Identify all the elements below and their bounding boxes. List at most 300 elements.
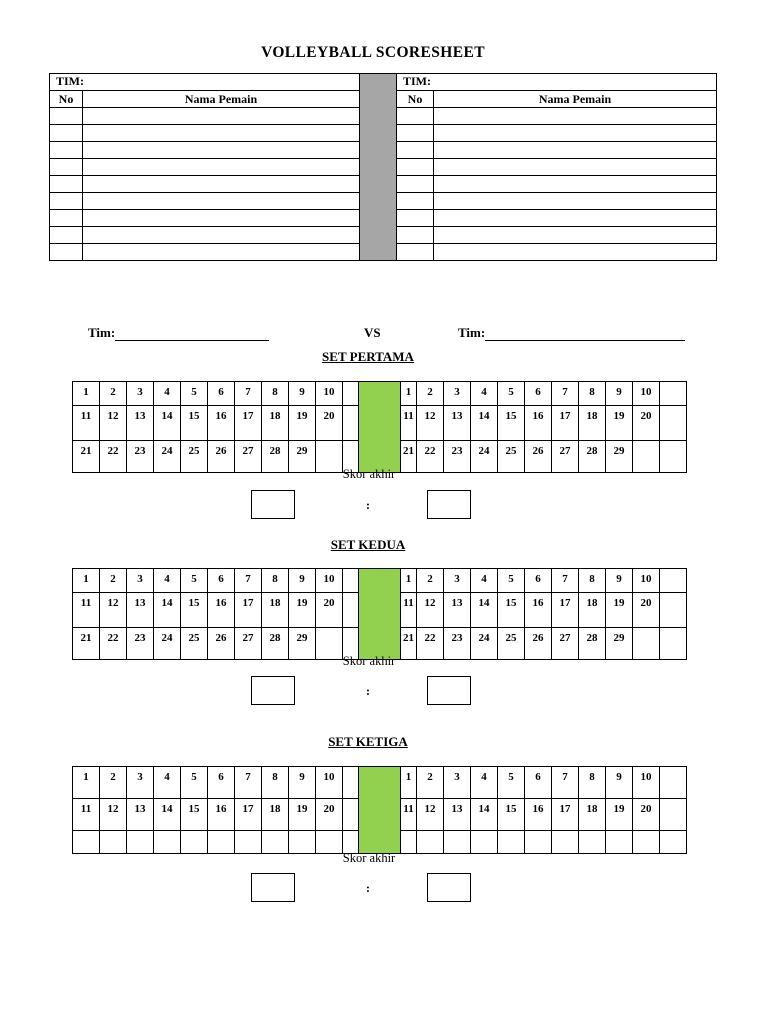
point-number: 8 (272, 573, 278, 585)
point-number: 27 (559, 632, 571, 644)
point-cell-left[interactable] (262, 569, 289, 593)
point-number: 6 (218, 771, 224, 783)
point-number: 10 (640, 386, 652, 398)
point-cell-left[interactable] (235, 382, 262, 406)
point-number: 1 (83, 386, 89, 398)
player-name-cell[interactable] (434, 244, 717, 261)
point-cell-right[interactable] (633, 382, 660, 406)
point-number: 9 (616, 771, 622, 783)
point-cell-right[interactable] (525, 406, 552, 441)
point-number: 11 (80, 597, 92, 609)
point-cell-left[interactable] (73, 406, 100, 441)
point-number: 18 (586, 597, 598, 609)
point-cell-left[interactable] (100, 767, 127, 799)
point-cell-left[interactable] (154, 767, 181, 799)
point-number: 17 (242, 803, 254, 815)
point-number: 3 (137, 573, 143, 585)
point-cell-right[interactable] (525, 593, 552, 628)
point-cell-left[interactable] (343, 406, 359, 441)
point-cell-right[interactable] (606, 767, 633, 799)
team-right-name-field[interactable] (397, 74, 717, 91)
point-number: 10 (640, 573, 652, 585)
point-number: 20 (640, 803, 652, 815)
set-score-table (72, 568, 714, 660)
point-number: 16 (215, 597, 227, 609)
point-cell-right[interactable] (579, 569, 606, 593)
roster-team-row (50, 74, 717, 91)
team-right-label: Tim: (458, 325, 486, 340)
point-cell-right[interactable] (417, 569, 444, 593)
point-number: 7 (562, 573, 568, 585)
point-cell-left[interactable] (73, 767, 100, 799)
final-score-right-box[interactable] (427, 676, 471, 705)
set-title: SET KETIGA (328, 734, 408, 749)
point-number: 7 (562, 771, 568, 783)
point-cell-left[interactable] (262, 406, 289, 441)
player-number-cell[interactable] (50, 142, 83, 159)
point-cell-left[interactable] (154, 382, 181, 406)
player-number-cell[interactable] (50, 108, 83, 125)
point-number: 6 (218, 573, 224, 585)
point-number: 2 (110, 771, 116, 783)
point-cell-left[interactable] (127, 767, 154, 799)
point-number: 9 (616, 573, 622, 585)
point-cell-left[interactable] (154, 406, 181, 441)
point-cell-left[interactable] (289, 569, 316, 593)
point-cell-right[interactable] (606, 569, 633, 593)
point-cell-right[interactable] (660, 593, 687, 628)
point-cell-right[interactable] (471, 406, 498, 441)
point-number: 8 (272, 386, 278, 398)
player-number-cell[interactable] (50, 210, 83, 227)
player-number-cell[interactable] (397, 244, 434, 261)
point-number: 9 (299, 771, 305, 783)
score-row (73, 382, 714, 406)
point-number: 12 (424, 803, 436, 815)
point-cell-right[interactable] (444, 382, 471, 406)
player-number-cell[interactable] (397, 142, 434, 159)
point-number: 17 (559, 597, 571, 609)
player-number-cell[interactable] (397, 108, 434, 125)
point-cell-right[interactable] (498, 799, 525, 831)
point-cell-left[interactable] (316, 593, 343, 628)
point-number: 7 (245, 386, 251, 398)
point-cell-left[interactable] (100, 406, 127, 441)
point-cell-right[interactable] (633, 569, 660, 593)
point-cell-right[interactable] (417, 799, 444, 831)
point-number: 3 (454, 386, 460, 398)
point-cell-right[interactable] (660, 767, 687, 799)
point-cell-right[interactable] (417, 382, 444, 406)
player-number-cell[interactable] (50, 193, 83, 210)
point-number: 27 (242, 632, 254, 644)
point-cell-left[interactable] (289, 767, 316, 799)
point-cell-left[interactable] (235, 569, 262, 593)
point-number: 3 (454, 573, 460, 585)
point-cell-left[interactable] (127, 799, 154, 831)
point-number: 2 (110, 573, 116, 585)
player-name-cell[interactable] (83, 125, 360, 142)
point-number: 20 (323, 597, 335, 609)
point-number: 5 (191, 771, 197, 783)
point-cell-left[interactable] (289, 593, 316, 628)
point-number: 4 (164, 771, 170, 783)
point-number: 19 (296, 410, 308, 422)
point-cell-left[interactable] (73, 382, 100, 406)
point-number: 13 (134, 410, 146, 422)
point-number: 3 (454, 771, 460, 783)
point-cell-left[interactable] (262, 799, 289, 831)
point-number: 22 (424, 445, 436, 457)
point-cell-left[interactable] (100, 382, 127, 406)
point-number: 22 (107, 632, 119, 644)
final-score-right-box[interactable] (427, 490, 471, 519)
point-number: 17 (242, 410, 254, 422)
point-cell-right[interactable] (471, 382, 498, 406)
point-number: 21 (403, 632, 414, 644)
point-cell-left[interactable] (235, 406, 262, 441)
player-number-cell[interactable] (50, 125, 83, 142)
point-number: 16 (532, 597, 544, 609)
point-cell-left[interactable] (262, 382, 289, 406)
col-no-right: No (397, 91, 434, 108)
point-number: 12 (107, 410, 119, 422)
player-name-cell[interactable] (83, 210, 360, 227)
point-cell-left[interactable] (208, 406, 235, 441)
point-cell-right[interactable] (579, 799, 606, 831)
point-cell-right[interactable] (552, 593, 579, 628)
point-number: 25 (188, 445, 200, 457)
player-name-cell[interactable] (434, 210, 717, 227)
player-number-cell[interactable] (50, 176, 83, 193)
point-number: 1 (405, 573, 412, 585)
point-cell-left[interactable] (127, 382, 154, 406)
player-name-cell[interactable] (83, 244, 360, 261)
point-number: 17 (559, 410, 571, 422)
point-cell-right[interactable] (498, 382, 525, 406)
point-cell-right[interactable] (660, 382, 687, 406)
set-score-table (72, 381, 714, 473)
point-cell-right[interactable] (552, 406, 579, 441)
roster-table (49, 73, 717, 261)
point-cell-left[interactable] (235, 767, 262, 799)
point-cell-right[interactable] (417, 767, 444, 799)
point-cell-right[interactable] (606, 406, 633, 441)
point-cell-left[interactable] (154, 593, 181, 628)
point-cell-right[interactable] (633, 799, 660, 831)
point-cell-left[interactable] (289, 382, 316, 406)
point-number: 22 (424, 632, 436, 644)
point-cell-right[interactable] (498, 593, 525, 628)
team-left-line (88, 325, 269, 341)
point-cell-left[interactable] (73, 593, 100, 628)
final-score-left-box[interactable] (251, 676, 295, 705)
score-row (73, 569, 714, 593)
final-score-left-box[interactable] (251, 873, 295, 902)
point-cell-right[interactable] (401, 382, 417, 406)
point-cell-left[interactable] (181, 406, 208, 441)
point-cell-right[interactable] (471, 569, 498, 593)
point-cell-left[interactable] (208, 593, 235, 628)
point-number: 12 (107, 803, 119, 815)
point-cell-left[interactable] (154, 799, 181, 831)
point-cell-left[interactable] (100, 799, 127, 831)
team-left-name-field[interactable] (50, 74, 360, 91)
player-name-cell[interactable] (83, 176, 360, 193)
point-cell-right[interactable] (579, 406, 606, 441)
point-cell-right[interactable] (525, 569, 552, 593)
point-number: 18 (586, 410, 598, 422)
point-cell-right[interactable] (401, 767, 417, 799)
point-cell-right[interactable] (633, 406, 660, 441)
point-cell-right[interactable] (660, 406, 687, 441)
point-number: 2 (110, 386, 116, 398)
player-name-cell[interactable] (434, 176, 717, 193)
point-cell-right[interactable] (444, 593, 471, 628)
point-cell-left[interactable] (235, 799, 262, 831)
point-number: 17 (559, 803, 571, 815)
player-name-cell[interactable] (434, 227, 717, 244)
point-cell-right[interactable] (606, 593, 633, 628)
point-cell-right[interactable] (525, 382, 552, 406)
point-cell-right[interactable] (633, 767, 660, 799)
point-cell-right[interactable] (498, 767, 525, 799)
point-cell-left[interactable] (316, 569, 343, 593)
point-number: 1 (405, 386, 412, 398)
point-cell-right[interactable] (633, 593, 660, 628)
point-number: 7 (562, 386, 568, 398)
point-cell-right[interactable] (417, 593, 444, 628)
player-number-cell[interactable] (397, 210, 434, 227)
point-cell-right[interactable] (444, 569, 471, 593)
point-cell-right[interactable] (579, 593, 606, 628)
point-cell-right[interactable] (525, 799, 552, 831)
point-cell-right[interactable] (660, 799, 687, 831)
player-number-cell[interactable] (50, 159, 83, 176)
point-number: 6 (535, 771, 541, 783)
point-number: 6 (535, 573, 541, 585)
point-cell-right[interactable] (401, 406, 417, 441)
point-number: 13 (451, 410, 463, 422)
point-cell-left[interactable] (289, 406, 316, 441)
point-number: 15 (188, 597, 200, 609)
player-number-cell[interactable] (397, 125, 434, 142)
player-name-cell[interactable] (83, 142, 360, 159)
point-number: 9 (616, 386, 622, 398)
player-name-cell[interactable] (434, 159, 717, 176)
point-cell-right[interactable] (525, 767, 552, 799)
point-cell-left[interactable] (181, 799, 208, 831)
point-number: 25 (188, 632, 200, 644)
player-number-cell[interactable] (50, 244, 83, 261)
point-cell-left[interactable] (343, 767, 359, 799)
point-cell-right[interactable] (401, 593, 417, 628)
team-left-blank[interactable] (115, 328, 269, 341)
point-cell-right[interactable] (552, 382, 579, 406)
point-number: 1 (405, 771, 412, 783)
point-cell-right[interactable] (471, 767, 498, 799)
point-cell-left[interactable] (181, 593, 208, 628)
set-divider (359, 382, 401, 473)
player-name-cell[interactable] (434, 125, 717, 142)
point-number: 17 (242, 597, 254, 609)
point-cell-left[interactable] (289, 799, 316, 831)
point-number: 21 (403, 445, 414, 457)
point-cell-left[interactable] (127, 593, 154, 628)
point-number: 3 (137, 386, 143, 398)
point-cell-right[interactable] (606, 382, 633, 406)
point-number: 26 (215, 632, 227, 644)
point-cell-left[interactable] (316, 767, 343, 799)
point-cell-left[interactable] (73, 569, 100, 593)
point-number: 23 (134, 445, 146, 457)
point-number: 18 (586, 803, 598, 815)
point-cell-right[interactable] (401, 799, 417, 831)
point-number: 29 (296, 632, 308, 644)
point-number: 7 (245, 771, 251, 783)
point-cell-left[interactable] (343, 569, 359, 593)
point-number: 26 (215, 445, 227, 457)
player-name-cell[interactable] (434, 142, 717, 159)
player-number-cell[interactable] (397, 176, 434, 193)
col-name-right: Nama Pemain (434, 91, 717, 108)
point-cell-right[interactable] (498, 406, 525, 441)
point-cell-right[interactable] (444, 406, 471, 441)
point-number: 14 (161, 803, 173, 815)
point-number: 25 (505, 445, 517, 457)
point-number: 8 (589, 386, 595, 398)
point-number: 23 (451, 632, 463, 644)
point-cell-left[interactable] (343, 593, 359, 628)
point-cell-left[interactable] (343, 382, 359, 406)
point-cell-left[interactable] (127, 406, 154, 441)
point-number: 29 (296, 445, 308, 457)
point-cell-right[interactable] (579, 767, 606, 799)
point-number: 4 (481, 573, 487, 585)
point-cell-left[interactable] (208, 569, 235, 593)
point-cell-left[interactable] (208, 382, 235, 406)
point-number: 2 (427, 771, 433, 783)
player-number-cell[interactable] (397, 193, 434, 210)
player-name-cell[interactable] (83, 227, 360, 244)
player-name-cell[interactable] (83, 108, 360, 125)
point-cell-left[interactable] (208, 767, 235, 799)
point-number: 23 (134, 632, 146, 644)
point-cell-left[interactable] (100, 593, 127, 628)
point-cell-left[interactable] (262, 767, 289, 799)
point-number: 16 (215, 410, 227, 422)
point-number: 21 (80, 445, 92, 457)
point-cell-left[interactable] (181, 382, 208, 406)
point-number: 1 (83, 771, 89, 783)
point-number: 6 (218, 386, 224, 398)
final-score-label: Skor akhir (342, 654, 396, 668)
point-cell-right[interactable] (552, 569, 579, 593)
point-number: 12 (424, 597, 436, 609)
point-number: 14 (478, 597, 490, 609)
final-score-label: Skor akhir (342, 851, 396, 865)
point-number: 4 (164, 386, 170, 398)
point-number: 3 (137, 771, 143, 783)
point-number: 15 (505, 597, 517, 609)
score-row (73, 767, 714, 799)
point-cell-left[interactable] (181, 767, 208, 799)
point-number: 24 (161, 632, 173, 644)
point-number: 22 (107, 445, 119, 457)
point-cell-right[interactable] (660, 569, 687, 593)
point-cell-right[interactable] (471, 799, 498, 831)
point-number: 19 (613, 803, 625, 815)
point-number: 28 (586, 445, 598, 457)
point-number: 24 (161, 445, 173, 457)
point-cell-right[interactable] (471, 593, 498, 628)
point-cell-left[interactable] (208, 799, 235, 831)
final-score-left-box[interactable] (251, 490, 295, 519)
point-number: 5 (191, 573, 197, 585)
point-number: 19 (296, 597, 308, 609)
point-number: 8 (589, 573, 595, 585)
scoresheet-title: VOLLEYBALL SCORESHEET (261, 44, 485, 61)
point-number: 11 (403, 803, 414, 815)
point-number: 26 (532, 632, 544, 644)
col-name-left: Nama Pemain (83, 91, 360, 108)
col-no-left: No (50, 91, 83, 108)
point-cell-right[interactable] (498, 569, 525, 593)
point-cell-left[interactable] (235, 593, 262, 628)
point-cell-left[interactable] (316, 406, 343, 441)
final-score-right-box[interactable] (427, 873, 471, 902)
player-name-cell[interactable] (83, 193, 360, 210)
point-cell-left[interactable] (262, 593, 289, 628)
point-cell-right[interactable] (579, 382, 606, 406)
tim-label-right: TIM: (403, 74, 431, 88)
point-number: 15 (188, 803, 200, 815)
tim-label-left: TIM: (56, 74, 84, 88)
point-number: 28 (269, 632, 281, 644)
point-cell-left[interactable] (316, 382, 343, 406)
player-number-cell[interactable] (50, 227, 83, 244)
point-cell-right[interactable] (417, 406, 444, 441)
point-number: 19 (296, 803, 308, 815)
point-cell-right[interactable] (606, 799, 633, 831)
point-cell-left[interactable] (127, 569, 154, 593)
point-cell-right[interactable] (444, 799, 471, 831)
point-number: 27 (242, 445, 254, 457)
player-number-cell[interactable] (397, 159, 434, 176)
team-right-blank[interactable] (485, 328, 685, 341)
point-cell-left[interactable] (100, 569, 127, 593)
point-cell-right[interactable] (401, 569, 417, 593)
point-cell-left[interactable] (154, 569, 181, 593)
point-cell-left[interactable] (316, 799, 343, 831)
player-name-cell[interactable] (434, 193, 717, 210)
player-name-cell[interactable] (434, 108, 717, 125)
player-name-cell[interactable] (83, 159, 360, 176)
score-colon: : (366, 498, 370, 512)
point-cell-left[interactable] (181, 569, 208, 593)
point-number: 16 (532, 803, 544, 815)
point-cell-right[interactable] (552, 767, 579, 799)
point-number: 20 (640, 410, 652, 422)
point-cell-right[interactable] (444, 767, 471, 799)
point-cell-left[interactable] (343, 799, 359, 831)
point-number: 13 (134, 597, 146, 609)
point-cell-right[interactable] (552, 799, 579, 831)
player-number-cell[interactable] (397, 227, 434, 244)
point-number: 27 (559, 445, 571, 457)
point-cell-left[interactable] (73, 799, 100, 831)
point-number: 4 (481, 386, 487, 398)
